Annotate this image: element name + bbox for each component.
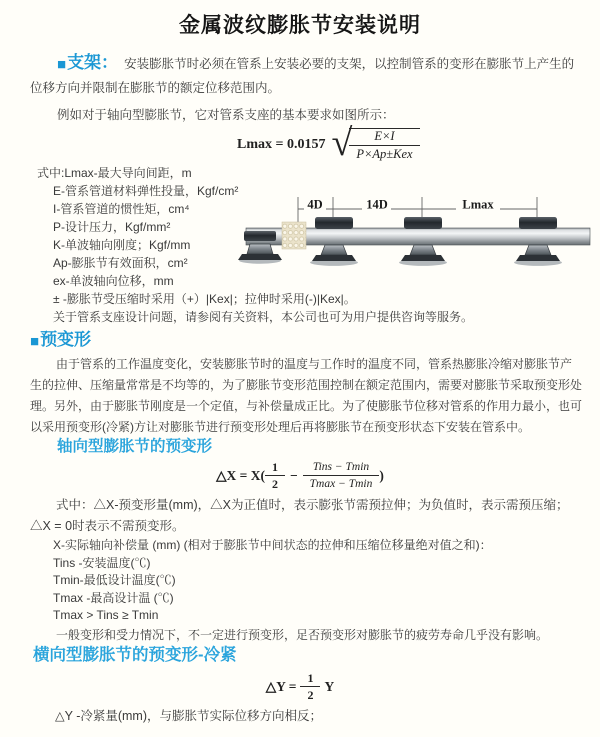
axial-formula-lhs: △X = X( [216, 467, 265, 483]
lmax-formula [237, 122, 600, 164]
sqrt-expression [331, 122, 419, 164]
definition-line: ex-单波轴向位移，mm [53, 274, 174, 289]
dim-label-4d: 4D [307, 197, 323, 212]
pipe-support-diagram [238, 192, 595, 276]
lateral-subsection-heading: 横向型膨胀节的预变形-冷紧 [33, 646, 237, 665]
predeform-paragraph: 由于管系的工作温度变化，安装膨胀节时的温度与工作时的温度不同，管系热膨胀冷缩对膨胀节产生的拉伸、压缩量常常是不均等的，为了膨胀节变形范围控制在额定范围内，需要对膨胀节采取预变形处理。另外，由于膨胀节刚度是一个定值，与补偿量成正比。为了使膨胀节位移对管系的作用力最小，也可以采用预变形(冷紧)方让对膨胀节进行预变形处理后再将膨胀节在预变形状态下安装在管系中。 [30, 357, 583, 435]
fraction-numerator: 1 [300, 671, 320, 687]
axial-line: 一般变形和受力情况下，不一定进行预变形，足否预变形对膨胀节的疲劳寿命几乎没有影响。 [56, 627, 549, 642]
dim-label-14d: 14D [366, 197, 388, 212]
definition-line: Ap-膨胀节有效面积，cm² [53, 256, 188, 271]
definition-line: E-管系管道材料弹性投量，Kgf/cm² [53, 184, 239, 199]
axial-line: X-实际轴向补偿量 (mm) (相对于膨胀节中间状态的拉伸和压缩位移量绝对值之和)： [53, 538, 492, 553]
axial-definition-lines [0, 537, 600, 644]
minus-operator: − [289, 467, 298, 483]
lateral-formula-lhs: △Y = [265, 678, 297, 694]
axial-line: Tmin-最低设计温度(℃) [53, 573, 176, 588]
support-intro-text: 安装膨胀节时必须在管系上安装必要的支架，以控制管系的变形在膨胀节上产生的位移方向并限制在膨胀节的额定位移范围内。 [30, 57, 575, 95]
radical-sign-icon: √ [331, 122, 353, 164]
fraction-denominator: 2 [271, 477, 278, 492]
fraction-numerator: E×I [349, 129, 419, 146]
one-half-fraction [300, 671, 320, 702]
one-half-fraction [265, 460, 285, 491]
temperature-fraction [303, 460, 380, 491]
definition-line: P-设计压力，Kgf/mm² [53, 220, 171, 235]
support-intro-paragraph [30, 52, 582, 99]
axial-formula-rhs: ) [379, 467, 384, 483]
section-square-icon: ■ [57, 56, 67, 73]
axial-line: Tmax > Tins ≥ Tmin [53, 608, 159, 623]
fraction-denominator: Tmax − Tmin [309, 478, 373, 491]
support-section-label: 支架： [67, 53, 119, 72]
definition-line: I-管系管道的惯性矩，cm⁴ [53, 202, 190, 217]
axial-where-paragraph: 式中：△X-预变形量(mm)，△X为正值时，表示膨张节需预拉伸；为负值时，表示需预压缩；△X = 0时表示不需预变形。 [30, 498, 569, 534]
fraction-denominator: 2 [307, 688, 314, 703]
dim-label-lmax: Lmax [462, 197, 494, 212]
axial-line: Tins -安装温度(℃) [53, 555, 151, 570]
lateral-note: △Y -冷紧量(mm)，与膨胀节实际位移方向相反； [55, 709, 323, 724]
support-section-heading [57, 53, 124, 73]
axial-line: Tmax -最高设计温 (℃) [53, 590, 174, 605]
definition-line: 关于管系支座设计问题，请参阅有关资料，本公司也可为用户提供咨询等服务。 [53, 310, 474, 325]
fraction-numerator: 1 [265, 460, 285, 476]
fraction-denominator: P×Ap±Kex [356, 147, 413, 162]
support-example-line: 例如对于轴向型膨胀节，它对管系支座的基本要求如图所示： [57, 108, 395, 122]
anchor-support [238, 231, 282, 264]
sqrt-fraction [349, 128, 419, 162]
pipe-support-diagram-svg [238, 192, 595, 276]
page-title: 金属波纹膨胀节安装说明 [179, 14, 421, 37]
fraction-numerator: Tins − Tmin [303, 460, 380, 476]
axial-formula [0, 460, 600, 491]
axial-subsection-heading: 轴向型膨胀节的预变形 [57, 438, 213, 456]
definition-line: 式中:Lmax-最大导向间距，m [37, 166, 192, 181]
lateral-formula [0, 671, 600, 702]
lmax-formula-lhs: Lmax = 0.0157 [237, 137, 326, 153]
predeform-section-label: 预变形 [40, 330, 92, 350]
bellows-joint [282, 222, 306, 249]
section-square-icon: ■ [30, 333, 40, 351]
definition-line: K-单波轴向刚度；Kgf/mm [53, 238, 191, 253]
definition-line: ± -膨胀节受压缩时采用（+）|Kex|；拉伸时采用(-)|Kex|。 [53, 292, 356, 307]
predeform-section-heading [30, 330, 600, 352]
lateral-formula-rhs: Y [324, 678, 335, 694]
